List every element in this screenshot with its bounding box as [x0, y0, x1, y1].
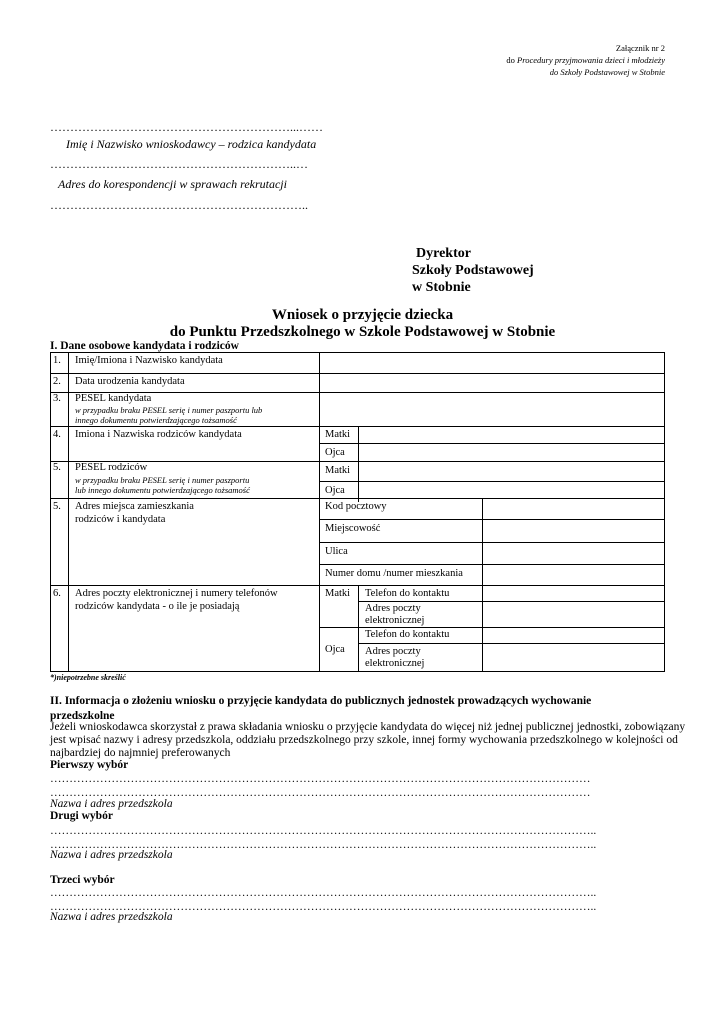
attachment-prefix: do: [506, 55, 515, 65]
section2-heading-line2: przedszkolne: [50, 710, 115, 722]
row4-label: Imiona i Nazwiska rodziców kandydata: [75, 429, 242, 440]
choice3-caption: Nazwa i adres przedszkola: [50, 911, 173, 923]
row6-number: 5.: [53, 501, 61, 512]
attachment-procedure: [506, 55, 665, 65]
father-pesel-field[interactable]: [361, 483, 663, 497]
postal-code-field[interactable]: [485, 500, 663, 518]
row5-label: [75, 462, 250, 495]
row5-number: 5.: [53, 462, 61, 473]
addressee-line1: Dyrektor: [416, 246, 471, 261]
row-divider: [319, 627, 665, 628]
row7-label1: Adres poczty elektronicznej i numery telefonów: [75, 588, 278, 599]
row6-label2: rodziców i kandydata: [75, 514, 166, 525]
mother-phone-label: Telefon do kontaktu: [365, 588, 450, 599]
section2-paragraph-line1: Jeżeli wnioskodawca skorzystał z prawa składania wniosku o przyjęcie kandydata do więcej niż jednej publicznej jednostki, zobowiązany: [50, 721, 686, 733]
row7-number: 6.: [53, 588, 61, 599]
mother-email-label: [365, 603, 424, 627]
postal-code-label: Kod pocztowy: [325, 501, 387, 512]
street-field[interactable]: [485, 544, 663, 563]
row-divider: [358, 601, 665, 602]
choice3-dots-line1[interactable]: ……………………………………………………………………………………………………………………………..: [50, 887, 597, 899]
row7-label2: rodziców kandydata - o ile je posiadają: [75, 601, 240, 612]
row4-father-label: Ojca: [325, 447, 345, 458]
city-label: Miejscowość: [325, 523, 381, 534]
row3-title: PESEL kandydata: [75, 393, 152, 404]
applicant-address-label: Adres do korespondencji w sprawach rekrutacji: [58, 177, 287, 191]
row1-number: 1.: [53, 355, 61, 366]
city-field[interactable]: [485, 521, 663, 541]
row3-number: 3.: [53, 393, 61, 404]
row1-label: Imię/Imiona i Nazwisko kandydata: [75, 355, 223, 366]
birth-date-field[interactable]: [322, 375, 662, 391]
row6-label1: Adres miejsca zamieszkania: [75, 501, 194, 512]
section2-paragraph-line2: jest wpisać nazwy i adresy przedszkola, oddziału przedszkolnego przy szkole, innej formy wychowania przedszkolnego w kolejności od: [50, 734, 678, 746]
applicant-extra-dots: ………………………………………………………..: [50, 198, 308, 212]
col-divider: [358, 426, 359, 502]
row-divider: [50, 585, 665, 586]
row4-number: 4.: [53, 429, 61, 440]
applicant-name-dots: ……………………………………………………...……: [50, 120, 323, 134]
mother-email-line1: Adres poczty: [365, 603, 421, 614]
form-title-line1: Wniosek o przyjęcie dziecka: [271, 307, 454, 323]
choice1-label: Pierwszy wybór: [50, 759, 129, 771]
choice2-dots-line2[interactable]: ……………………………………………………………………………………………………………………………..: [50, 839, 597, 851]
father-email-label: [365, 646, 424, 670]
father-phone-field[interactable]: [485, 629, 663, 642]
father-email-line2: elektronicznej: [365, 658, 425, 669]
mother-pesel-field[interactable]: [361, 463, 663, 480]
choice1-dots-line1[interactable]: ……………………………………………………………………………………………………………………………: [50, 773, 591, 785]
col-divider: [319, 352, 320, 672]
applicant-name-label: Imię i Nazwisko wnioskodawcy – rodzica kandydata: [66, 137, 317, 151]
row-divider: [319, 519, 665, 520]
row-divider: [319, 481, 665, 482]
choice2-dots-line1[interactable]: ……………………………………………………………………………………………………………………………..: [50, 825, 597, 837]
row2-label: Data urodzenia kandydata: [75, 376, 185, 387]
father-name-field[interactable]: [361, 445, 663, 460]
choice2-caption: Nazwa i adres przedszkola: [50, 849, 173, 861]
footnote: *)niepotrzebne skreślić: [50, 673, 126, 682]
row-divider: [319, 564, 665, 565]
row3-note1: w przypadku braku PESEL serię i numer paszportu lub: [75, 405, 263, 415]
row-divider: [50, 498, 665, 499]
attachment-school: do Szkoły Podstawowej w Stobnie: [549, 67, 665, 77]
col-divider: [358, 585, 359, 672]
choice3-label: Trzeci wybór: [50, 874, 115, 886]
mother-name-field[interactable]: [361, 428, 663, 442]
attachment-procedure-name: Procedury przyjmowania dzieci i młodzieży: [517, 55, 665, 65]
section2-paragraph-line3: najbardziej do najmniej preferowanych: [50, 747, 231, 759]
addressee-line2: Szkoły Podstawowej: [412, 263, 534, 278]
addressee-line3: w Stobnie: [412, 280, 471, 295]
candidate-name-field[interactable]: [322, 354, 662, 372]
father-email-field[interactable]: [485, 645, 663, 670]
choice2-label: Drugi wybór: [50, 810, 113, 822]
applicant-address-dots: ……………………………………………………..…: [50, 157, 308, 171]
row-divider: [319, 443, 665, 444]
row2-number: 2.: [53, 376, 61, 387]
section2-heading-line1: II. Informacja o złożeniu wniosku o przyjęcie kandydata do publicznych jednostek prowadzących wychowanie: [50, 695, 592, 707]
row-divider: [319, 542, 665, 543]
house-number-label: Numer domu /numer mieszkania: [325, 568, 463, 579]
street-label: Ulica: [325, 546, 348, 557]
mother-email-line2: elektronicznej: [365, 615, 425, 626]
col-divider: [68, 352, 69, 672]
house-number-field[interactable]: [485, 566, 663, 584]
section1-heading: I. Dane osobowe kandydata i rodziców: [50, 340, 239, 352]
contact-father-label: Ojca: [325, 644, 345, 655]
mother-email-field[interactable]: [485, 603, 663, 626]
row3-label: [75, 393, 262, 425]
row5-note2: lub innego dokumentu potwierdzającego tożsamość: [75, 485, 250, 495]
row5-mother-label: Matki: [325, 465, 351, 476]
choice1-dots-line2[interactable]: ……………………………………………………………………………………………………………………………: [50, 787, 591, 799]
candidate-pesel-field[interactable]: [322, 394, 662, 424]
father-email-line1: Adres poczty: [365, 646, 421, 657]
choice3-dots-line2[interactable]: ……………………………………………………………………………………………………………………………..: [50, 901, 597, 913]
attachment-number: Załącznik nr 2: [615, 43, 665, 53]
col-divider: [482, 585, 483, 672]
form-title-line2: do Punktu Przedszkolnego w Szkole Podstawowej w Stobnie: [169, 324, 556, 340]
mother-phone-field[interactable]: [485, 587, 663, 600]
row5-father-label: Ojca: [325, 485, 345, 496]
row-divider: [358, 643, 665, 644]
row3-note2: innego dokumentu potwierdzającego tożsamość: [75, 415, 237, 425]
row-divider: [50, 426, 665, 427]
choice1-caption: Nazwa i adres przedszkola: [50, 798, 173, 810]
row4-mother-label: Matki: [325, 429, 351, 440]
contact-mother-label: Matki: [325, 588, 351, 599]
father-phone-label: Telefon do kontaktu: [365, 629, 450, 640]
row5-title: PESEL rodziców: [75, 462, 148, 473]
row5-note1: w przypadku braku PESEL serię i numer paszportu: [75, 475, 250, 485]
row-divider: [50, 373, 665, 374]
